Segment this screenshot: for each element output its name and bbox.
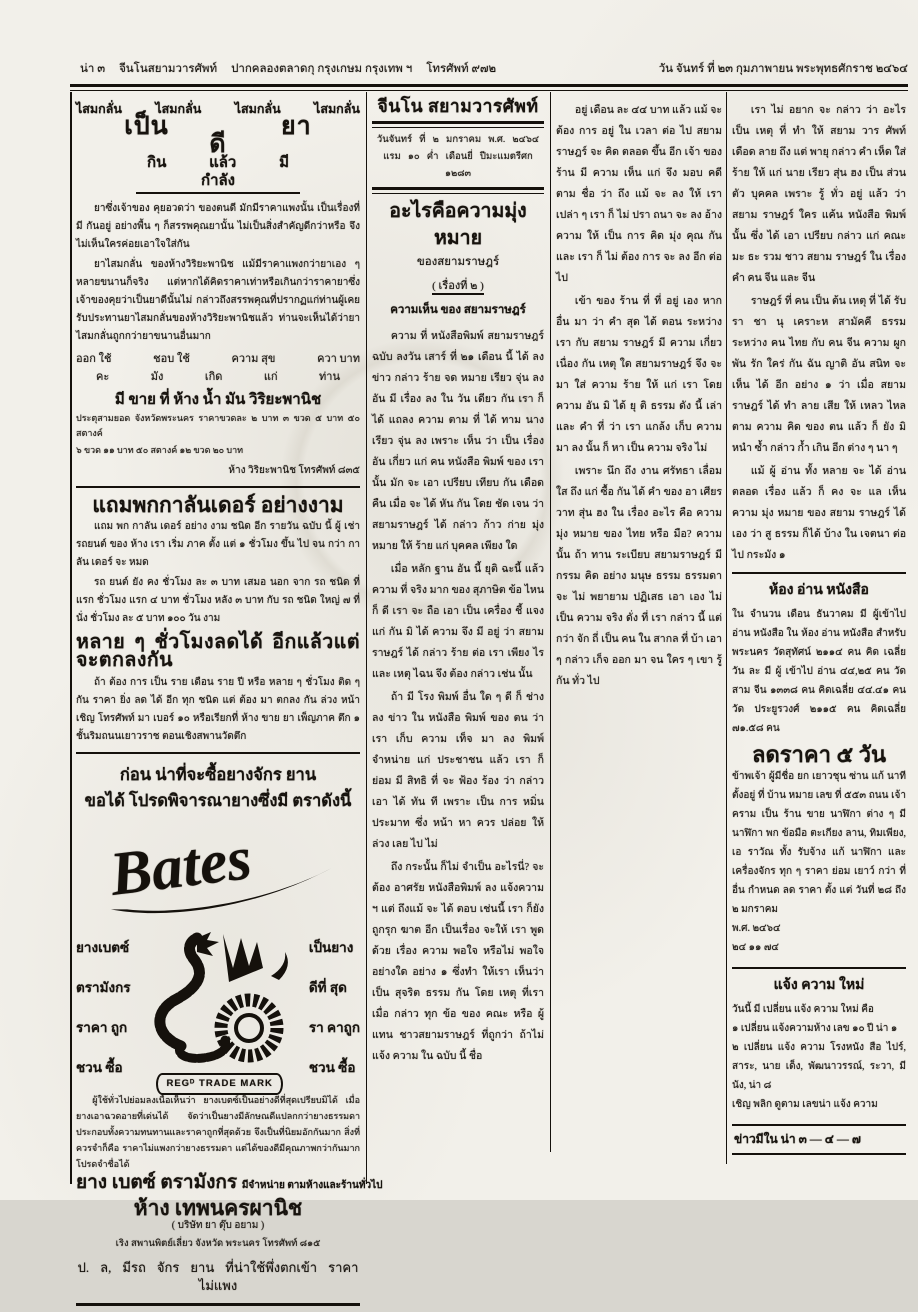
briefs-body — [732, 100, 906, 566]
column-briefs — [732, 100, 906, 1155]
benefit-word: ออก ใช้ — [76, 353, 112, 365]
medicine-price-2: ๖ ขวด ๑๑ บาท ๕๐ สตางค์ ๑๒ ขวด ๒๐ บาท — [76, 445, 244, 455]
divider — [76, 486, 360, 488]
section-divider — [732, 572, 906, 574]
notice-body — [732, 1000, 906, 1114]
brand-line-suffix: มีจำหน่าย ตามห้างและร้านทั่วไป — [241, 1180, 383, 1191]
masthead-rule-2 — [372, 187, 544, 194]
ad-tires — [76, 762, 383, 1295]
shop-name: ห้าง เทพนครผานิช — [133, 1196, 303, 1220]
bates-logo-text: Bates — [106, 824, 256, 909]
medicine-benefit-row2 — [76, 368, 360, 386]
reading-room-body — [732, 605, 906, 738]
tires-middle-block — [76, 928, 360, 1088]
paragraph: แม้ ผู้ อ่าน ทั้ง หลาย จะ ได้ อ่าน ตลอด เรื่อง แล้ว ก็ คง จะ แล เห็น ความ มุ่ง หมาย ของ สยาม ราษฎร์ ได้ เอง ว่า สู ธรรม ก็ได้ บ้าง ใน เจตนา ต่อ ไป กระมัง ๑ — [732, 466, 906, 561]
top-rule-heavy — [70, 84, 908, 87]
ad-calendar — [76, 493, 360, 746]
tires-body — [76, 1092, 360, 1172]
tires-right-labels — [309, 928, 360, 1088]
masthead-rule — [372, 121, 544, 128]
column-lead — [372, 96, 544, 1069]
paragraph: อยู่ เดือน ละ ๔๔ บาท แล้ว แม้ จะ ต้อง การ อยู่ ใน เวลา ต่อ ไป สยามราษฎร์ จะ คิด ตลอด ขึ้น อีก เจ้า ของ ร้าน มี ความ เห็น แก่ จึง มอบ คดี ตาม ชื่อ ว่า ถึง แม้ จะ ลง ให้ เรา เปล่า ๆ เรา ก็ ไม่ ปรา ถนา จะ ลง อ้าง ความ ให้ เป็น การ คิด มุ่ง คุณ กัน และ เรา ก็ ไม่ ต้อง การ จะ ลง อีก ต่อ ไป — [556, 105, 722, 284]
col-sep-1 — [366, 92, 367, 1184]
paragraph: ราษฎร์ ที่ คน เป็น ต้น เหตุ ที่ ได้ รับ รา ชา นุ เคราะห สามัคคี ธรรม ระหว่าง คน ไทย กับ คน จีน ความ ผูก พัน รัก ใคร่ กัน ฉัน ญาติ อัน สนิท จะ เห็น ได้ อีก อย่าง ๑ ว่า เมื่อ สยาม ราษฎร์ ได้ ทำ ลาย เสีย ให้ เหลว ไหล ตาม ความ คิด ของ ตน แล้ว ก็ ยัง มิ หนำ ซ้ำ กล่าว ก้ำ เกิน อีก ต่าง ๆ นา ๆ — [732, 296, 906, 454]
paragraph: เพราะ นึก ถึง งาน ศรัทธา เลื่อม ใส ถึง แก่ ซื้อ กัน ได้ คำ ของ อา เศียร วาท สุ่น ฮง ใน เรื่อง อะไร คือ ความ มุ่ง หมาย ของ ไทย หรือ มือ? ความ นั้น ถ้า ทาน ระเบียบ สยามราษฎร์ มี กรรม คิด อย่าง มนุษ ธรรม ธรรมดา จะ ไม่ พยายาม ปฏิเสธ เอา เอง ไม่ เป็น ความ จริง ดั่ง ที่ เรา กล่าว นี้ แต่ กว่า จัก ถี่ เป็น คน ใน สากล ที่ บ้า เอา ๆ กล่าว เก็จ ออก มา จน ใคร ๆ เขา รู้ กัน ทั่ว ไป — [556, 466, 722, 687]
label: ชวน ซื้อ — [308, 1060, 356, 1075]
trademark-banner: REGᴰ TRADE MARK — [156, 1073, 282, 1095]
medicine-body — [76, 200, 360, 346]
dragon-wing — [223, 934, 263, 982]
notice-headline: แจ้ง ความ ใหม่ — [773, 978, 865, 993]
paragraph: วันนี้ มี เปลี่ยน แจ้ง ความ ใหม่ คือ — [732, 1004, 874, 1015]
benefit-word: คะ — [96, 371, 110, 383]
article-subhead: ความเห็น ของ สยามราษฎร์ — [390, 304, 526, 316]
dragon-tire-illustration — [145, 928, 295, 1066]
column-ads — [76, 100, 383, 1312]
col-sep-3 — [726, 92, 727, 1164]
bates-logo-graphic — [93, 816, 343, 921]
paragraph: เชิญ พลิก ดูตาม เลขน่า แจ้ง ความ — [732, 1099, 878, 1110]
masthead-title: จีนโน สยามวารศัพท์ — [377, 96, 539, 116]
tires-brand-line — [76, 1172, 383, 1195]
medicine-signature: ห้าง วิริยะพานิช โทรศัพท์ ๘๓๕ — [228, 465, 360, 476]
column-continuation — [556, 100, 722, 694]
paragraph: เข้า ของ ร้าน ที่ ที่ อยู่ เอง หาก อื่น มา ว่า คำ สุด ได้ ตอน ระหว่าง เรา กับ สยาม ราษฎร์ มี ความ เกี่ยว เนื่อง กัน เหตุ ใด สยามราษฎร์ จึง จะ มา ใส่ ความ ร้าย ให้ แก่ เรา โดย ความ อัน มิ ได้ ยุ ติ ธรรม ดัง นี้ เล่า และ คำ ที่ ว่า เรา แกล้ง เก็บ ความ มา ลง นั้น ก็ หา เป็น ความ จริง ไม่ — [556, 296, 722, 454]
medicine-benefit-row1 — [76, 350, 360, 368]
paragraph: ถ้า มี โรง พิมพ์ อื่น ใด ๆ ดี ก็ ช่าง ลง ข่าว ใน หนังสือ พิมพ์ ของ ตน ว่า เรา เก็บ ความ เท็จ มา ลง พิมพ์ จำหน่าย แก่ ประชาชน แล้ว เรา ก็ ย่อม มี สิทธิ ที่ จะ ฟ้อง ร้อง ว่า กล่าว เอา ได้ ทัน ที เพราะ เป็น การ หมิ่น ประมาท ซึ่ง หน้า หา ควร ปล่อย ให้ ล่วง เลย ไป ไม่ — [372, 692, 544, 850]
calendar-body-2 — [76, 674, 360, 746]
benefit-word: มัง — [150, 371, 164, 383]
tire-rim — [236, 1015, 262, 1041]
calendar-body — [76, 518, 360, 628]
section-divider — [732, 967, 906, 969]
medicine-price-1: ประตุสามยอด จังหวัดพระนคร ราคาขวดละ ๒ บาท ๓ ขวด ๕ บาท ๕๐ สตางค์ — [76, 413, 360, 438]
page-number: น่า ๓ — [80, 63, 106, 75]
paragraph: ผู้ใช้ทั่วไปย่อมลงเนื้อเห็นว่า ยางเบตซ์เป็นอย่างดีที่สุดเปรียบมิได้ เมื่อยางเอาฉวดอายที่เด่นได้ จัดว่าเป็นยางมีลักษณดีแปลกกว่ายางธรรมดา ประกอบทั้งความทนทานและราคาถูกที่สุดด้วย จึงเป็นที่นิยมอักกันมาก สิ่งที่ควรจำก็คือ ราคาไม่แพงกว่ายางธรรมดา แต่ได้ของดีมีคุณภาพกว่ากันมาก โปรดจำชื่อได้ — [76, 1095, 360, 1169]
paragraph: ใน จำนวน เดือน ธันวาคม มี ผู้เข้าไป อ่าน หนังสือ ใน ห้อง อ่าน หนังสือ สำหรับ พระนคร วัดสุทัศน์ ๒๑๑๔ คน คิด เฉลี่ย วัน ละ มี ผู้ เข้าไป อ่าน ๔๔,๒๕ คน วัดสาม จีน ๑๓๓๘ คน คิดเฉลี่ย ๔๔.๔๑ คน วัด ประยูรวงศ์ ๒๑๑๕ คน คิดเฉลี่ย ๗๑.๕๘ คน — [732, 609, 906, 734]
shop-address: เริง สพานพิตย์เลี่ยว จังหวัด พระนคร โทรศัพท์ ๘๑๕ — [115, 1239, 321, 1249]
paragraph: ถ้า ต้อง การ เป็น ราย เดือน ราย ปี หรือ หลาย ๆ ชั่วโมง ติด ๆ กัน ราคา ยิ่ง ลด ได้ อีก ทุก ชนิด แต่ ต้อง มา ตกลง กัน ล่วง หน้า เชิญ โทรศัพท์ มา เบอร์ ๑๐ หรือเรียกที่ ห้าง ขาย ยา เพ็ญภาค ตึก ๑ ชั้นริมถนนเยาวราช ตอนเชิงสพานวัดตึก — [76, 677, 360, 742]
column-bottom-rule — [76, 1303, 360, 1306]
paragraph: ยาไสมกลั่น ของห้างวิริยะพานิช แม้มีราคาแพงกว่ายาเอง ๆ หลายขนานก็จริง แต่หากได้คิดราคาเท่าหรือเกินกว่าราคายาซึ่งเจ้าของคุยว่าเป็นยาดีนั้นไม่ กล่าวถึงสรรพคุณที่ปรากฏแก่ท่านผู้เคยรับประทานยาไสมกลั่นของห้างวิริยะพานิชแล้ว ท่านจะเห็นได้ว่ายาไสมกลั่นถูกกว่ายาขนานอื่นมาก — [76, 259, 360, 342]
masthead-date-2: แรม ๑๐ ค่ำ เดือนยี่ ปีมะแมตรีศก ๑๒๘๓ — [383, 152, 533, 179]
page-header — [80, 60, 908, 78]
sale-body — [732, 767, 906, 957]
dragon-trademark — [131, 928, 309, 1088]
top-rule-thin — [70, 90, 908, 91]
tires-headline-1: ก่อน น่าที่จะซื้อยางจักร ยาน — [119, 765, 317, 784]
paper-address: ปากคลองตลาดกุ กรุงเกษม กรุงเทพ ฯ — [231, 63, 413, 75]
benefit-word: แก่ — [263, 371, 278, 383]
medicine-brand: ไสมกลั่น — [314, 102, 360, 116]
paragraph: ถึง กระนั้น ก็ไม่ จำเป็น อะไรนี่? จะต้อง อาศรัย หนังสือพิมพ์ ลง แจ้งความ ฯ แต่ ถึงแม้ จะ ได้ ตอบ เช่นนี้ เรา ก็ยัง ถูกรุก ฆาต อีก เป็นเรื่อง จะให้ เรา พูด ด้วย เรื่อง ความ พอใจ หรือไม่ พอใจ อย่างใด อย่าง ๑ ซึ่งทำ ให้เรา เห็นว่า เป็น สุจริต ธรรม กัน โดย เหตุ ที่เรา เมื่อ กล่าว ทุก ข้อ ของ คณะ หรือ ผู้แทน ชาวสยามราษฎร์ ที่ถูกว่า ถ้าไม่ แจ้ง ความ ใน ฉบับ นี้ ชื่อ — [372, 862, 544, 1062]
shop-subtitle: ( บริษัท ยา ตุ๊บ อยาม ) — [171, 1220, 265, 1231]
reading-room-section — [732, 580, 906, 738]
paragraph: เมื่อ หลัก ฐาน อัน นี้ ยุติ ฉะนี้ แล้ว ความ ที่ จริง มาก ของ สุภาษิต ข้อ ไหน ก็ ดี เรา จะ ถือ เอา เป็น เครื่อง ชี้ แจง แก่ กัน มิ ได้ ความ จึง มี อยู่ ว่า สยามราษฎร์ ได้ กล่าว ร้าย ต่อ เรา เพียง ไร และ เหตุ ไฉน จึง ต้อง กล่าว เช่น นั้น — [372, 564, 544, 680]
label: ชวน ซื้อ — [76, 1060, 123, 1075]
calendar-headline: แถมพกกาลันเดอร์ อย่างงาม — [92, 493, 344, 517]
sale-headline: ลดราคา ๕ วัน — [751, 742, 887, 767]
medicine-subhead: กิน แล้ว มี กำลัง — [136, 154, 300, 194]
paragraph: ข้าพเจ้า ผู้มีชื่อ ยก เยาวชุน ซ่าน แก้ นาที ตั้งอยู่ ที่ บ้าน หมาย เลข ที่ ๕๕๓ ถนน เจ้า คราม เป็น ร้าน ขาย นาฬิกา ต่าง ๆ มี นาฬิกา พก ข้อมือ ตะเกียง ลาน, ทิมเพียง, เอ ราวัณ ทั้ง รับจ้าง แก้ นาฬิกา และ เครื่องจักร ทุก ๆ ราคา ย่อม เยาว์ กว่า ที่ อื่น กำหนด ลด ราคา ตั้ง แต่ วันที่ ๒๘ ถึง ๒ มกราคม — [732, 771, 906, 915]
notice-section — [732, 975, 906, 1114]
dragon-body — [160, 938, 200, 1046]
ad-medicine — [76, 100, 360, 480]
divider — [76, 752, 360, 754]
label: ยางเบตซ์ — [76, 940, 130, 955]
medicine-seller: มี ขาย ที่ ห้าง น้ำ มัน วิริยะพานิช — [114, 392, 322, 408]
medicine-brand: ไสมกลั่น — [234, 102, 281, 116]
article-body — [372, 326, 544, 1067]
medicine-brand: ไสมกลั่น — [155, 102, 202, 116]
tires-left-labels — [76, 928, 131, 1088]
benefit-word: ควา บาท — [317, 353, 360, 365]
article-headline-2: ของสยามราษฎร์ — [416, 256, 500, 268]
paragraph: ความ ที่ หนังสือพิมพ์ สยามราษฎร์ ฉบับ ลงวัน เสาร์ ที่ ๒๑ เดือน นี้ ได้ ลง ข่าว กล่าว ร้าย จด หมาย เรียว จุ่น ลง อัน มี เรื่อง ลง ใน วัน เดียว กัน เรา ก็ ได้ แถลง ความ ตาม ที่ ได้ ทาม นาง เรียว จุ่น ลง เพราะ เห็น ว่า เป็น เรื่อง อัน เกี่ยว แก่ คน หนังสือ พิมพ์ ของ เรา นั้น มัก จะ เอา เปรียบ เทียบ กัน เดือด คืน เมื่อ จะ ได้ หัน กัน โดย ชัด เจน ว่า สยามราษฎร์ ได้ กล่าว ก้าว ก่าย มุ่ง หมาย ให้ ร้าย แก่ บุคคล เพียง ใด — [372, 331, 544, 552]
postscript-line: ป. ล, มีรถ จักร ยาน ที่น่าใช้พึ่งตกเข้า ราคา ไม่แพง — [77, 1260, 359, 1293]
bates-logo — [76, 816, 360, 928]
col-sep-2 — [550, 92, 551, 1152]
page-index-box: ข่าวมีใน น่า ๓ — ๔ — ๗ — [732, 1124, 906, 1155]
masthead-date-1: วันจันทร์ ที่ ๒ มกราคม พ.ศ. ๒๔๖๔ — [376, 135, 540, 145]
label: เป็นยาง — [308, 940, 354, 955]
paragraph: รถ ยนต์ ยัง คง ชั่วโมง ละ ๓ บาท เสมอ นอก จาก รถ ชนิด ที่ แรก ชั่วโมง แรก ๔ บาท ชั่วโมง หลัง ๓ บาท กับ รถ ชนิด ใหญ่ ๗ ที่ นั่ง ชั่วโมง ละ ๕ บาท ๑๐๐ วัน งาม — [76, 577, 360, 624]
issue-date: วัน จันทร์ ที่ ๒๓ กุมภาพายน พระพุทธศักราช ๒๔๖๔ — [658, 63, 908, 75]
paper-phone: โทรศัพท์ ๙๗๒ — [426, 63, 497, 75]
paragraph: ๒ เปลี่ยน แจ้ง ความ โรงหนัง สือ ไปร์, สาระ, นาย เด็ง, พัฒนาวรรณ์, ระวา, มี นัง, น่า ๘ — [732, 1042, 906, 1091]
benefit-word: ชอบ ใช้ — [153, 353, 190, 365]
sale-section — [732, 744, 906, 957]
paragraph: ๑ เปลี่ยน แจ้งความห้าง เลข ๑๐ ปี น่า ๑ — [732, 1023, 898, 1034]
medicine-headline: เป็น ยา ดี — [124, 113, 312, 158]
benefit-word: ความ สุข — [231, 353, 276, 365]
label: รา คาถูก — [308, 1020, 360, 1035]
paragraph: แถม พก กาลัน เดอร์ อย่าง งาม ชนิด อีก รายวัน ฉบับ นี้ ผู้ เช่า รถยนต์ ของ ห้าง เรา เริ่ม ภาค ตั้ง แต่ ๑ ชั่วโมง ขึ้น ไป จน กว่า กาลัน เดอร์ จะ หมด — [76, 521, 360, 568]
label: ราคา ถูก — [76, 1020, 128, 1035]
left-border — [70, 92, 72, 1184]
paragraph: เรา ไม่ อยาก จะ กล่าว ว่า อะไร เป็น เหตุ ที่ ทำ ให้ สยาม วาร ศัพท์ เดือด ลาย ถึง แต่ พายุ กล่าว คำ เห็ด ใส่ ร้าย ให้ แก่ นาย เรียว สุ่น ฮง เป็น ส่วน ตัว บุคคล เพราะ รู้ ทั่ว อยู่ แล้ว ว่า สยาม ราษฎร์ ใคร แค้น หนังสือ พิมพ์ นั้น ซึ่ง ได้ เอา เปรียบ กล่าว แก่ คณะ มะ ธะ รวม ชาว สยาม ราษฎร์ ใน เรื่อง คำ คน จีน และ จีน — [732, 105, 906, 284]
article-part-label: ( เรื่องที่ ๒ ) — [432, 280, 484, 295]
reading-room-headline: ห้อง อ่าน หนังสือ — [769, 583, 869, 598]
paper-name-folio: จีนโนสยามวารศัพท์ — [119, 63, 218, 75]
calendar-discount-line: หลาย ๆ ชั่วโมงลดได้ อีกแล้วแต่จะตกลงกัน — [76, 632, 360, 671]
continuation-body — [556, 100, 722, 692]
label: ดีที่ สุด — [308, 980, 347, 995]
article-part — [372, 276, 544, 297]
dragon-fin — [271, 952, 288, 980]
tires-headline-2: ขอได้ โปรดพิจารณายางซึ่งมี ตราดังนี้ — [84, 791, 352, 810]
brand-line-main: ยาง เบตซ์ ตรามังกร — [76, 1172, 238, 1193]
paragraph: ๒๔ ๑๑ ๗๔ — [732, 942, 779, 953]
article-headline: อะไรคือความมุ่งหมาย — [389, 201, 527, 249]
label: ตรามังกร — [76, 980, 131, 995]
paragraph: พ.ศ. ๒๔๖๔ — [732, 923, 781, 934]
medicine-brand: ไสมกลั่น — [76, 102, 122, 116]
benefit-word: ท่าน — [319, 371, 340, 383]
spacer — [510, 60, 645, 78]
benefit-word: เกิด — [204, 371, 223, 383]
paragraph: ยาซึ่งเจ้าของ คุยอวดว่า ของตนดี มักมีราคาแพงนั้น เป็นเรื่องที่มี กันอยู่ อย่างพื้น ๆ ก็สรรพคุณยานั้น ไม่เป็นสิ่งสำคัญดีกว่าหรือ จึงไม่เห็นใครค่อยเอาใจใส่กัน — [76, 203, 360, 250]
